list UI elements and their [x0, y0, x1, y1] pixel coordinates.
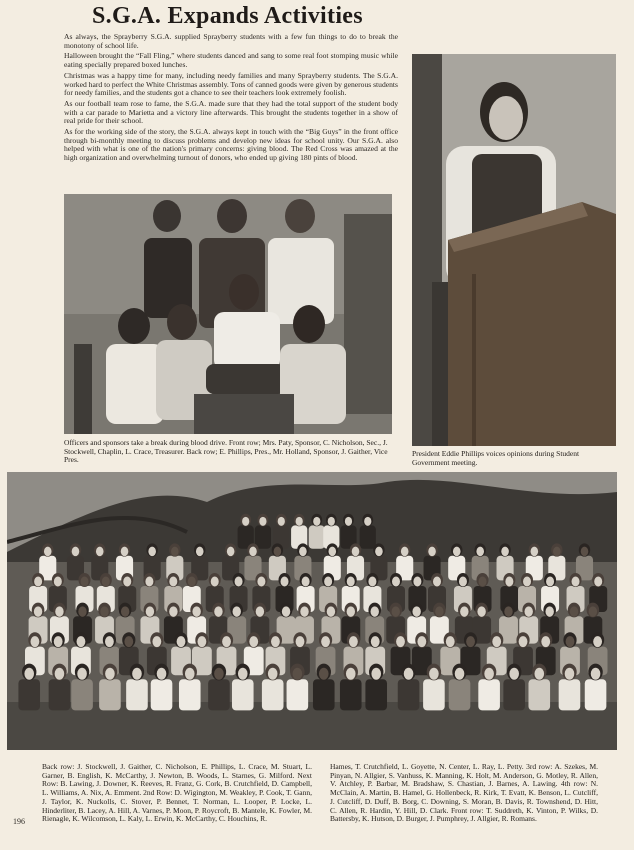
group-photo: [7, 472, 617, 750]
intro-paragraph: Christmas was a happy time for many, including needy families and many Sprayberry students. The S.G.A. worked hard to perfect the White Christmas assembly. Tons of canned goods were given by generous students for needy families, and the students got a chance to see their teachers look extremely foolish.: [64, 70, 398, 98]
officers-caption: Officers and sponsors take a break during blood drive. Front row; Mrs. Paty, Sponsor, C. Nicholson, Sec., J. Stockwell, Chaplin, L. Crace, Treasurer. Back row; E. Phillips, Pres., Mr. Holland, Sponsor, J. Gaither, Vice Pres.: [64, 438, 388, 465]
group-names-left: Back row: J. Stockwell, J. Gaither, C. Nicholson, E. Phillips, L. Crace, M. Stuart, L. Garner, B. English, K. McCarthy, J. Newton, B. Woods, L. Starnes, G. Milford. Next Row: B. Lawing, J. Downer, K. Reeves, R. Franz, G. Cork, B. Crutchfield, D. Campbell, L. Williams, A. Nix, A. Emment. 2nd Row: D. Wigington, M. Weakley, P. Cook, T. Gann, J. Taylor, K. Nuckolls, C. Stover, P. Bennet, T. Norman, L. Looper, P. Locke, L. Hinderliter, B. Lacey, A. Hill, A. Varnes, P. Moon, P. Roycroft, B. Mantele, K. Fowler, M. Rienagle, K. Wilcomson, L. Kaly, L. Erwin, K. McCarthy, C. Houchins, R.: [42, 762, 312, 824]
president-photo: [412, 54, 616, 446]
intro-paragraph: As our football team rose to fame, the S.G.A. made sure that they had the total support of the student body with a car parade to Marietta and a victory line afterwards. This brought the students together in a show of real pride for their school.: [64, 98, 398, 126]
group-names-right: Hames, T. Crutchfield, L. Goyette, N. Center, L. Ray, L. Petty. 3rd row: A. Szekes, M. Pinyan, N. Allgier, S. Vanhuss, K. Manning, K. Holt, M. Anderson, G. Motley, R. Allen, V. Atchley, P. Barbar, M. Bradshaw, S. Chastian, J. Barnes, A. Lawing. 4th row: N. McClain, A. Martin, B. Hamel, G. Hollenbeck, R. Kirk, T. Evatt, K. Benson, L. Cutcliff, J. Cutcliff, D. Duff, B. Borg, C. Downing, S. Moran, B. Davis, R. Townshend, D. Hitt, C. Allen, R. Hardin, Y. Hill, D. Clark. Front row: T. Suddreth, K. Vinton, P. Wilks, D. Battersby, K. Hutson, D. Burger, J. Pumphrey, J. Allgier, R. Romans.: [330, 762, 598, 824]
intro-paragraph: As always, the Sprayberry S.G.A. supplied Sprayberry students with a few fun things to do to break the monotony of school life.: [64, 32, 398, 50]
officers-photo: [64, 194, 392, 434]
intro-paragraph: Halloween brought the “Fall Fling,” where students danced and sang to some real foot stomping music while eating specially prepared boxed lunches.: [64, 51, 398, 70]
intro-paragraph: As for the working side of the story, the S.G.A. always kept in touch with the “Big Guys” in the front office through bi-monthly meeting to discuss problems and develop new ideas for school unity. Our S.G.A. also helped with what is one of the nation's primary concerns: giving blood. The Red Cross was amazed at the high organization and overwhelming turnout of donors, who ended up giving 180 pints of blood.: [64, 127, 398, 163]
president-caption: President Eddie Phillips voices opinions during Student Government meeting.: [412, 449, 580, 467]
page-title: S.G.A. Expands Activities: [92, 3, 363, 29]
page-number: 196: [13, 817, 25, 826]
intro-text: [64, 33, 398, 165]
